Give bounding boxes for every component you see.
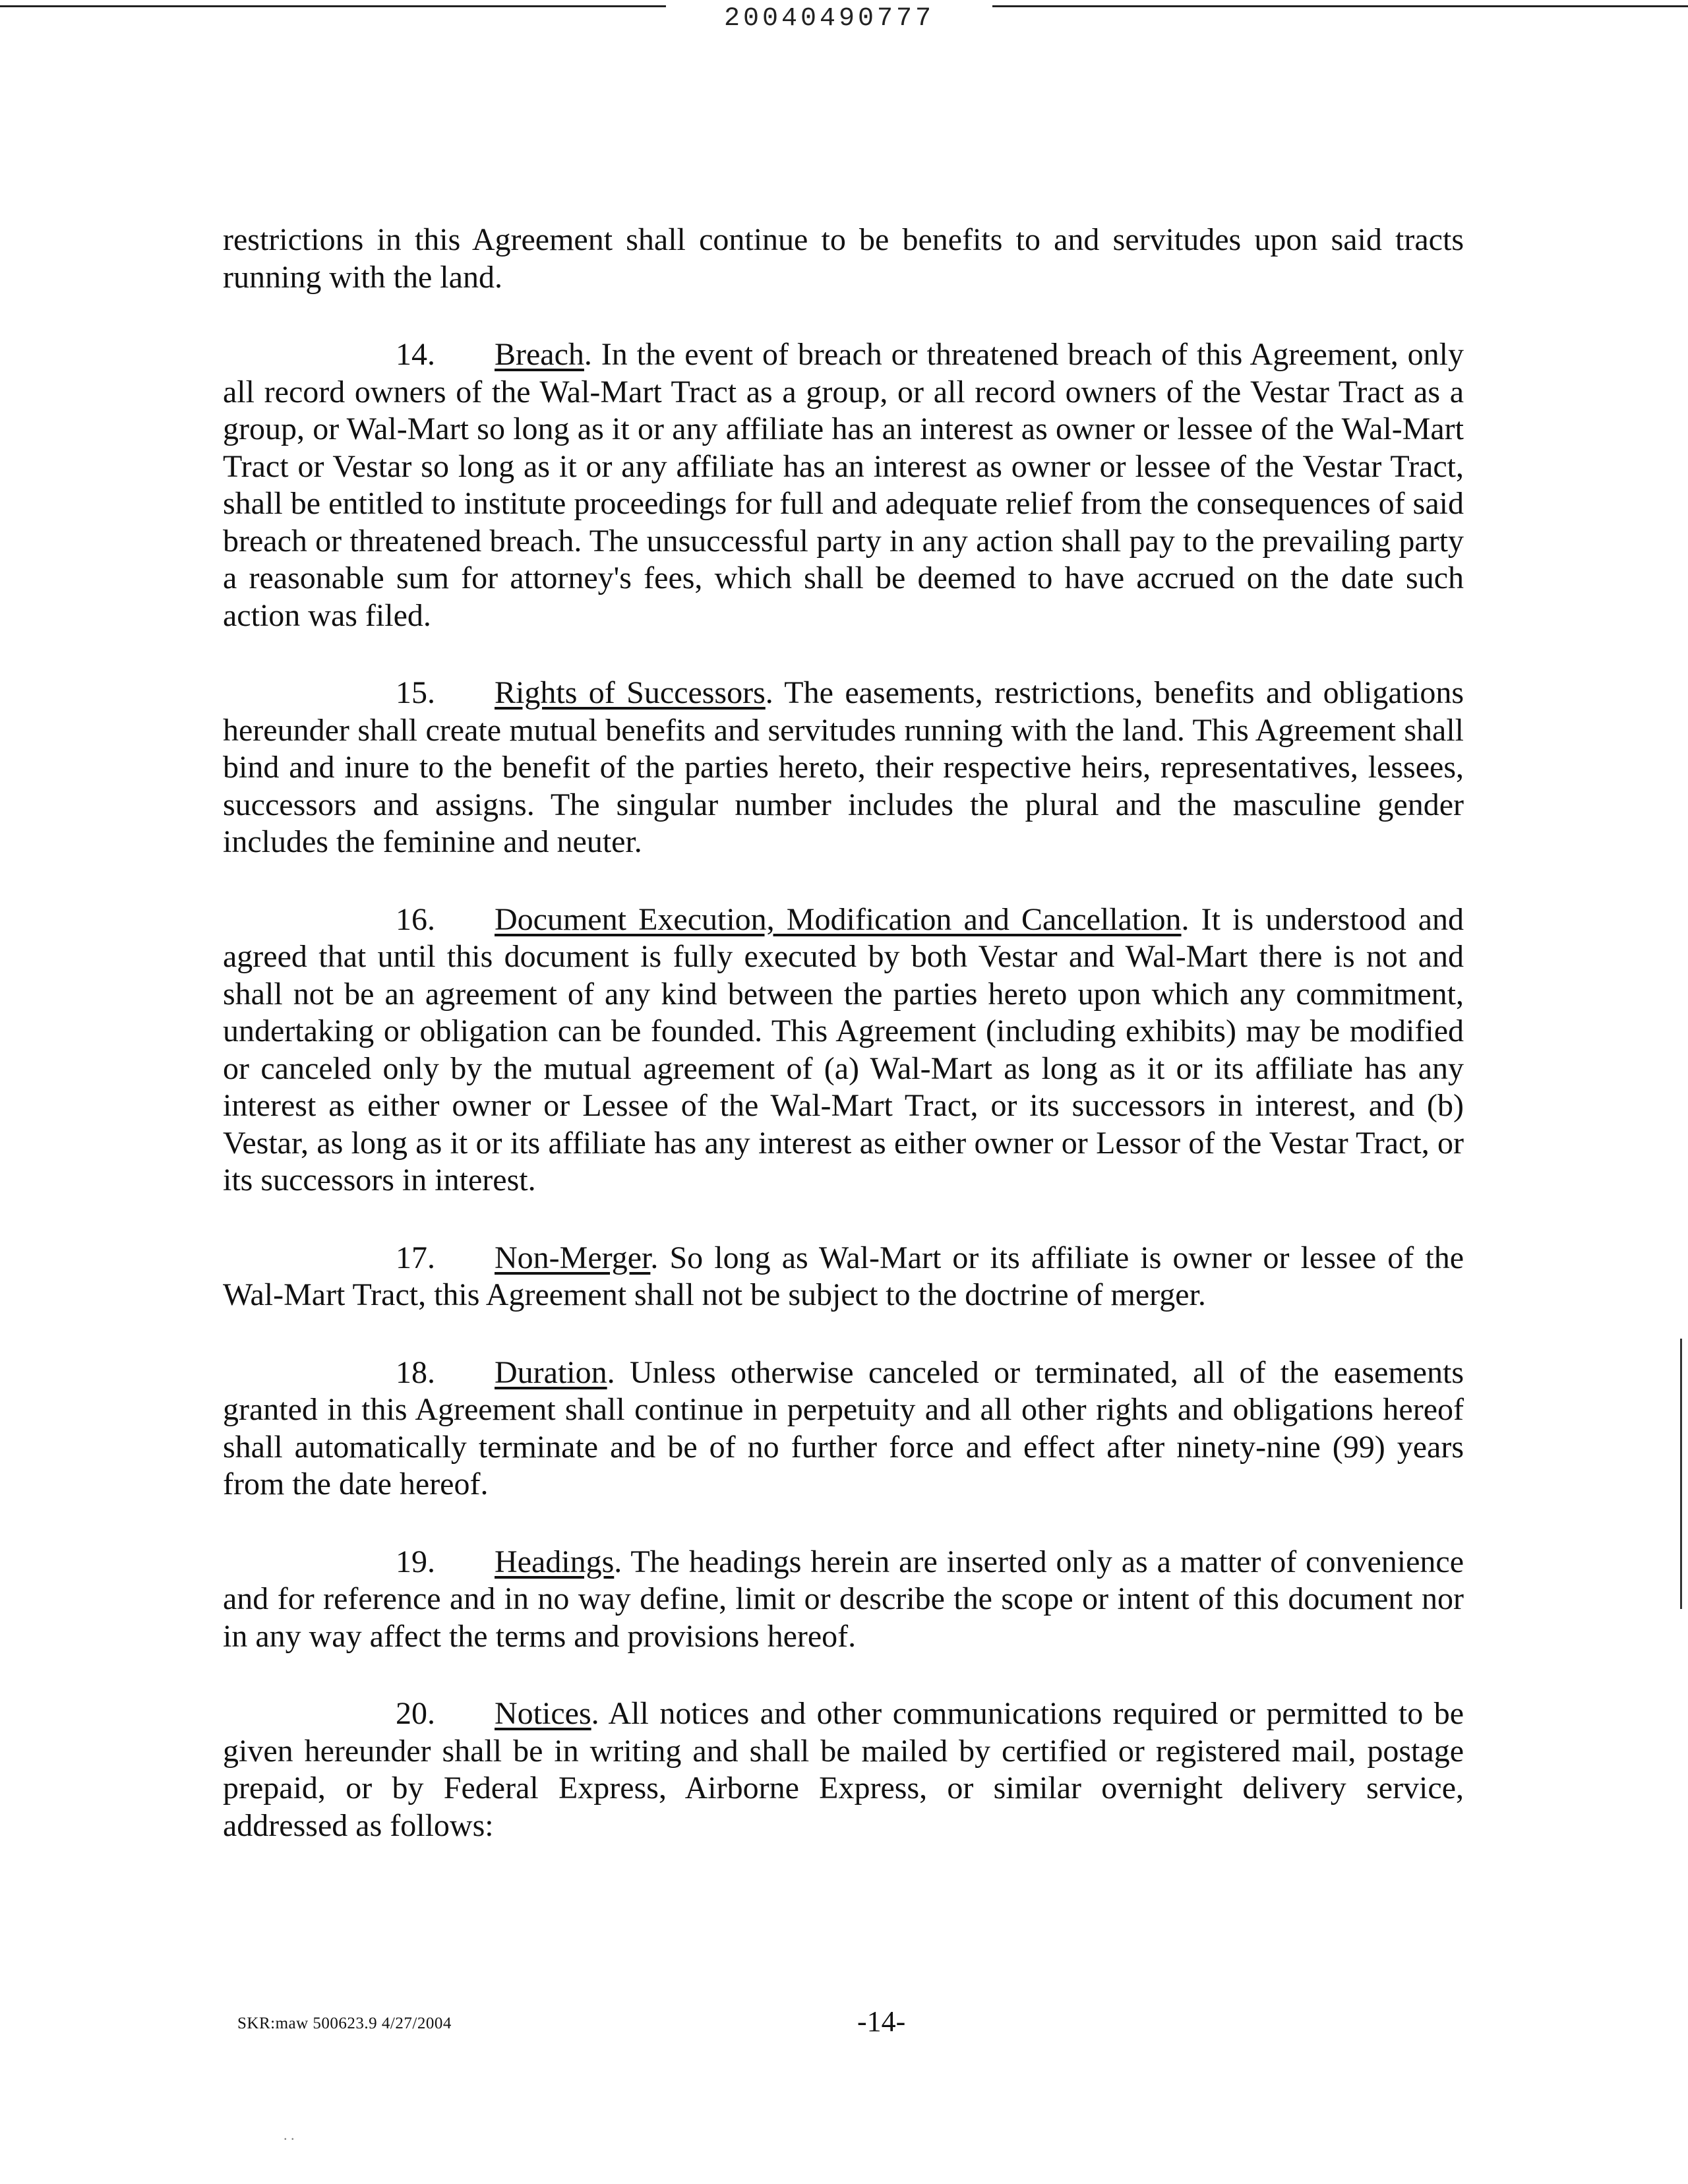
opening-paragraph: restrictions in this Agreement shall continue to be benefits to and servitudes upon said tracts running with the land. xyxy=(223,222,1464,295)
section-text: . It is understood and agreed that until this document is fully executed by both Vestar and Wal-Mart there is not and shall not be an agreement of any kind between the parties hereto upon which any commitment, undertaking or obligation can be founded. This Agreement (including exhibits) may be modified or canceled only by the mutual agreement of (a) Wal-Mart as long as it or its affiliate has any interest as either owner or Lessee of the Wal-Mart Tract, or its successors in interest, and (b) Vestar, as long as it or its affiliate has any interest as either owner or Lessor of the Vestar Tract, or its successors in interest. xyxy=(223,901,1464,1198)
section-title: Breach xyxy=(495,337,584,372)
section-17 xyxy=(223,1240,1464,1314)
section-number: 18. xyxy=(396,1354,435,1390)
section-text: . Unless otherwise canceled or terminated, all of the easements granted in this Agreement shall continue in perpetuity and all other rights and obligations hereof shall automatically terminate and be of no further force and effect after ninety-nine (99) years from the date hereof. xyxy=(223,1354,1464,1502)
section-text: . The headings herein are inserted only as a matter of convenience and for reference and in no way define, limit or describe the scope or intent of this document nor in any way affect the terms and provisions hereof. xyxy=(223,1544,1464,1654)
section-text: . The easements, restrictions, benefits and obligations hereunder shall create mutual benefits and servitudes running with the land. This Agreement shall bind and inure to the benefit of the parties hereto, their respective heirs, representatives, lessees, successors and assigns. The singular number includes the plural and the masculine gender includes the feminine and neuter. xyxy=(223,675,1464,859)
footer-reference: SKR:maw 500623.9 4/27/2004 xyxy=(237,2015,452,2032)
section-title: Headings xyxy=(495,1544,615,1579)
section-19 xyxy=(223,1544,1464,1656)
section-14 xyxy=(223,336,1464,634)
scan-edge-line xyxy=(1680,1339,1682,1609)
header-rule-left xyxy=(0,5,666,7)
section-title: Rights of Successors xyxy=(495,675,766,710)
page-number: -14- xyxy=(857,2005,906,2038)
section-number: 19. xyxy=(396,1544,435,1579)
section-number: 16. xyxy=(396,901,435,937)
scan-speck: . . xyxy=(284,2127,295,2143)
section-title: Document Execution, Modification and Cancellation xyxy=(495,901,1182,937)
document-number: 20040490777 xyxy=(723,4,935,34)
section-text: . In the event of breach or threatened breach of this Agreement, only all record owners of the Wal-Mart Tract as a group, or all record owners of the Vestar Tract as a group, or Wal-Mart so long as it or any affiliate has an interest as owner or lessee of the Wal-Mart Tract or Vestar so long as it or any affiliate has an interest as owner or lessee of the Vestar Tract, shall be entitled to institute proceedings for full and adequate relief from the consequences of said breach or threatened breach. The unsuccessful party in any action shall pay to the prevailing party a reasonable sum for attorney's fees, which shall be deemed to have accrued on the date such action was filed. xyxy=(223,337,1464,633)
section-title: Non-Merger xyxy=(495,1240,651,1275)
section-text: . So long as Wal-Mart or its affiliate is owner or lessee of the Wal-Mart Tract, this Agreement shall not be subject to the doctrine of merger. xyxy=(223,1240,1464,1312)
section-number: 14. xyxy=(396,337,435,372)
section-number: 20. xyxy=(396,1696,435,1731)
section-18 xyxy=(223,1354,1464,1503)
document-body xyxy=(223,222,1464,1885)
header-rule-right xyxy=(992,5,1688,7)
section-text: . All notices and other communications required or permitted to be given hereunder shall be in writing and shall be mailed by certified or registered mail, postage prepaid, or by Federal Express, Airborne Express, or similar overnight delivery service, addressed as follows: xyxy=(223,1696,1464,1843)
section-title: Notices xyxy=(495,1696,591,1731)
section-16 xyxy=(223,901,1464,1199)
section-title: Duration xyxy=(495,1354,607,1390)
section-number: 15. xyxy=(396,675,435,710)
section-15 xyxy=(223,675,1464,861)
section-number: 17. xyxy=(396,1240,435,1275)
section-20 xyxy=(223,1695,1464,1844)
